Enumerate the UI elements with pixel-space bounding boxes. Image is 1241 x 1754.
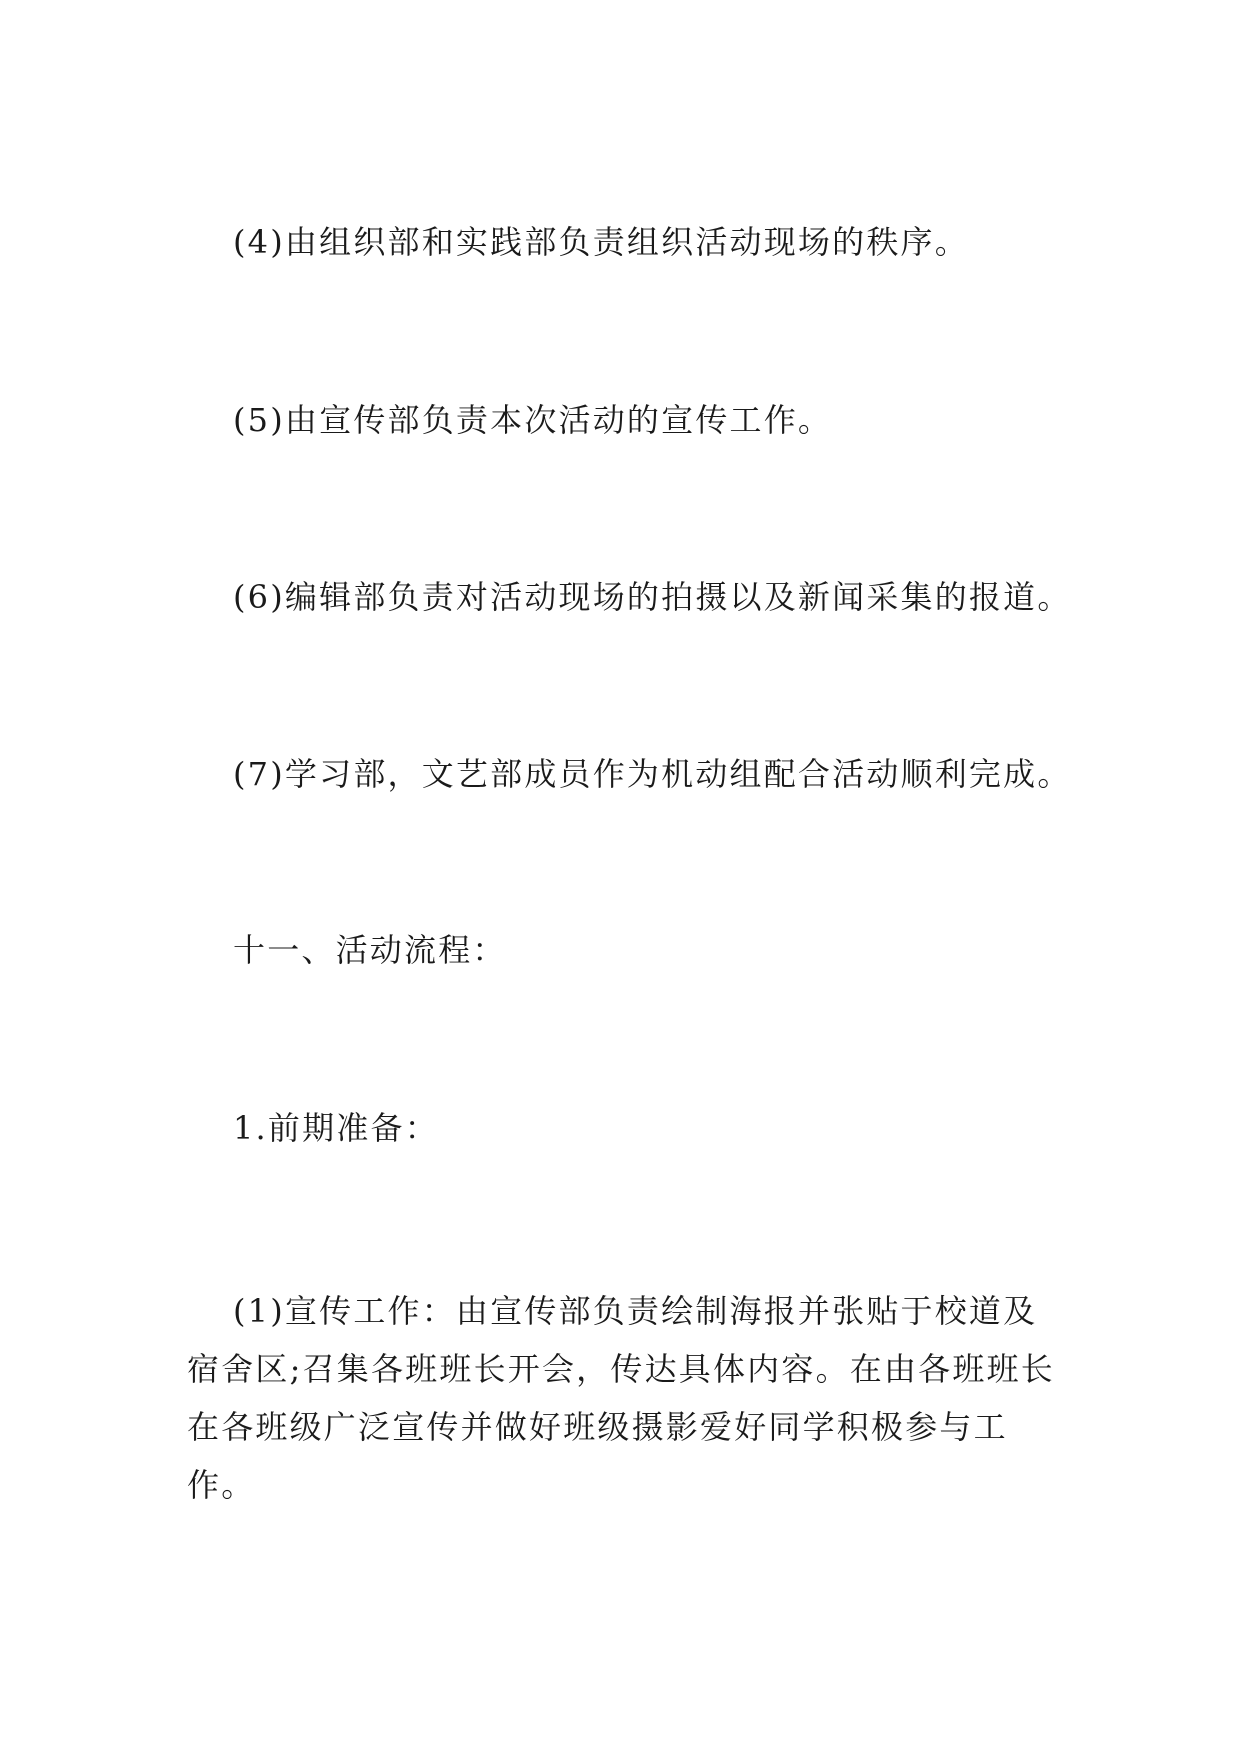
paragraph-publicity-work: (1)宣传工作：由宣传部负责绘制海报并张贴于校道及宿舍区;召集各班班长开会，传达具体内容。在由各班班长在各班级广泛宣传并做好班级摄影爱好同学积极参与工作。 <box>187 1292 1055 1504</box>
section-heading-activity-process: 十一、活动流程： <box>233 931 507 969</box>
subsection-heading-preparation: 1.前期准备： <box>233 1109 439 1147</box>
list-item-organization-order: (4)由组织部和实践部负责组织活动现场的秩序。 <box>233 223 969 261</box>
list-item-mobile-group: (7)学习部，文艺部成员作为机动组配合活动顺利完成。 <box>233 755 1072 793</box>
list-item-publicity: (5)由宣传部负责本次活动的宣传工作。 <box>233 401 833 439</box>
list-item-editing-news: (6)编辑部负责对活动现场的拍摄以及新闻采集的报道。 <box>233 578 1072 616</box>
